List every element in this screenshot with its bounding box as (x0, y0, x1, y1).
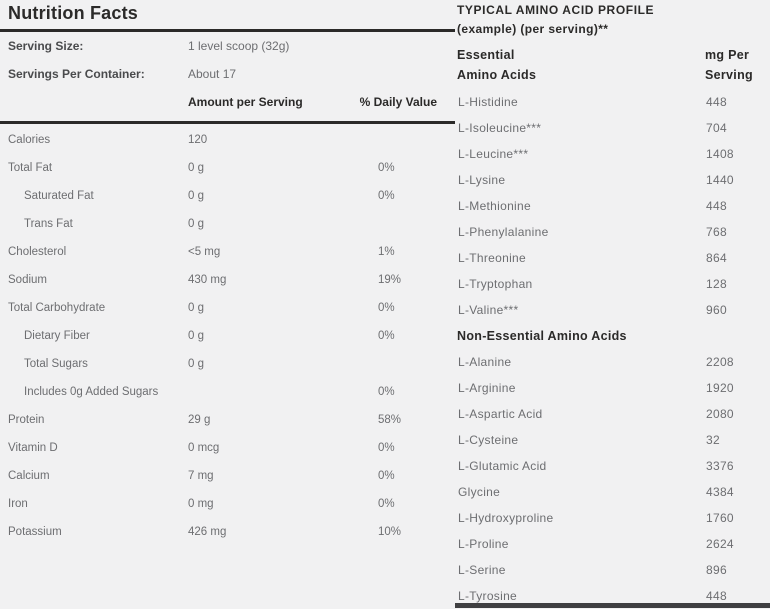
nutrient-amount: 0 mg (188, 498, 214, 510)
nutrient-label: Iron (8, 498, 28, 510)
nutrient-daily-value: 1% (378, 246, 395, 258)
nutrient-amount: 430 mg (188, 274, 227, 286)
amino-mg: 864 (706, 251, 727, 265)
nutrient-label: Calories (8, 134, 51, 146)
nutrient-amount: 120 (188, 134, 208, 146)
nutrient-amount: 0 g (188, 190, 204, 202)
amino-mg: 2208 (706, 355, 734, 369)
table-row (457, 89, 762, 115)
table-row (457, 167, 762, 193)
table-row (0, 378, 455, 406)
nutrient-label: Trans Fat (24, 218, 73, 230)
amino-name: L-Alanine (458, 355, 512, 369)
table-row (457, 427, 762, 453)
nutrient-amount: 426 mg (188, 526, 227, 538)
table-row (0, 406, 455, 434)
mg-per-serving-header (705, 45, 762, 85)
nutrient-amount: 0 g (188, 302, 204, 314)
table-row (0, 154, 455, 182)
table-row (0, 210, 455, 238)
table-row (457, 245, 762, 271)
amino-profile-title: TYPICAL AMINO ACID PROFILE (457, 3, 655, 17)
table-row (457, 219, 762, 245)
nutrient-daily-value: 0% (378, 302, 395, 314)
nutrient-label: Saturated Fat (24, 190, 94, 202)
nutrient-amount: 7 mg (188, 470, 214, 482)
table-row (457, 115, 762, 141)
table-row (0, 518, 455, 546)
amino-name: L-Cysteine (458, 433, 519, 447)
table-row (457, 557, 762, 583)
amino-mg: 2624 (706, 537, 734, 551)
nutrient-label: Sodium (8, 274, 47, 286)
table-row (0, 266, 455, 294)
nutrient-amount: 0 g (188, 358, 204, 370)
amino-mg: 768 (706, 225, 727, 239)
table-row (457, 141, 762, 167)
amino-mg: 960 (706, 303, 727, 317)
amino-column-header-row (457, 45, 762, 85)
table-row (0, 126, 455, 154)
table-row (457, 271, 762, 297)
nutrient-label: Calcium (8, 470, 50, 482)
nutrient-label: Total Fat (8, 162, 53, 174)
amino-name: L-Arginine (458, 381, 516, 395)
amino-profile-subtitle: (example) (per serving)** (457, 22, 609, 36)
nutrient-label: Total Sugars (24, 358, 88, 370)
amino-mg: 128 (706, 277, 727, 291)
amino-mg: 448 (706, 95, 727, 109)
nutrient-label: Potassium (8, 526, 62, 538)
amino-mg: 1408 (706, 147, 734, 161)
amount-per-serving-header: Amount per Serving (188, 95, 303, 109)
amino-mg: 1440 (706, 173, 734, 187)
table-row (0, 350, 455, 378)
amino-mg: 448 (706, 199, 727, 213)
nutrient-daily-value: 0% (378, 470, 395, 482)
mg-header-line1: mg Per (705, 48, 750, 62)
nutrient-daily-value: 19% (378, 274, 402, 286)
amino-name: L-Tryptophan (458, 277, 533, 291)
servings-per-container-row (0, 60, 455, 88)
amino-name: L-Lysine (458, 173, 506, 187)
serving-size-label: Serving Size: (8, 39, 84, 53)
amino-name: L-Hydroxyproline (458, 511, 554, 525)
amino-mg: 896 (706, 563, 727, 577)
nutrient-amount: 0 g (188, 218, 204, 230)
table-row (0, 462, 455, 490)
percent-daily-value-header: % Daily Value (359, 95, 437, 109)
nutrient-label: Total Carbohydrate (8, 302, 106, 314)
table-row (457, 531, 762, 557)
table-row (0, 322, 455, 350)
nutrient-amount: 0 mcg (188, 442, 220, 454)
amino-mg: 3376 (706, 459, 734, 473)
amino-acid-profile-panel (457, 0, 762, 609)
table-row (0, 490, 455, 518)
amino-name: Glycine (458, 485, 501, 499)
amino-name: L-Glutamic Acid (458, 459, 547, 473)
nutrient-daily-value: 0% (378, 442, 395, 454)
amino-name: L-Methionine (458, 199, 531, 213)
table-row (457, 349, 762, 375)
amino-name: L-Isoleucine*** (458, 121, 542, 135)
amino-name: L-Tyrosine (458, 589, 518, 603)
amino-mg: 704 (706, 121, 727, 135)
nutrient-amount: 29 g (188, 414, 211, 426)
nutrient-label: Vitamin D (8, 442, 58, 454)
nutrient-label: Includes 0g Added Sugars (24, 386, 159, 398)
servings-per-container-label: Servings Per Container: (8, 67, 145, 81)
nutrition-rows (0, 124, 455, 546)
table-row (0, 238, 455, 266)
amino-name: L-Threonine (458, 251, 527, 265)
nutrient-amount: 0 g (188, 162, 204, 174)
amino-rows (457, 89, 762, 609)
servings-per-container-value: About 17 (188, 67, 237, 81)
serving-size-value: 1 level scoop (32g) (188, 39, 290, 53)
table-row (457, 401, 762, 427)
nutrient-label: Dietary Fiber (24, 330, 90, 342)
table-row (0, 434, 455, 462)
essential-amino-acids-header (457, 45, 705, 85)
nutrient-label: Cholesterol (8, 246, 67, 258)
mg-header-line2: Serving (705, 68, 753, 82)
nutrient-daily-value: 0% (378, 162, 395, 174)
amino-name: L-Proline (458, 537, 509, 551)
table-row (457, 193, 762, 219)
nutrient-amount: 0 g (188, 330, 204, 342)
nutrient-daily-value: 10% (378, 526, 402, 538)
amino-mg: 2080 (706, 407, 734, 421)
essential-header-line1: Essential (457, 48, 515, 62)
serving-size-row (0, 32, 455, 60)
nutrient-daily-value: 0% (378, 190, 395, 202)
amino-mg: 448 (706, 589, 727, 603)
amino-name: L-Histidine (458, 95, 518, 109)
amino-name: L-Aspartic Acid (458, 407, 543, 421)
cutoff-section-divider (455, 603, 770, 608)
nutrient-daily-value: 58% (378, 414, 402, 426)
amino-name: L-Phenylalanine (458, 225, 549, 239)
nutrient-amount: <5 mg (188, 246, 221, 258)
table-row (457, 505, 762, 531)
amino-mg: 1760 (706, 511, 734, 525)
table-row (457, 479, 762, 505)
amino-mg: 1920 (706, 381, 734, 395)
non-essential-amino-acids-header: Non-Essential Amino Acids (457, 329, 627, 343)
nutrition-column-header-row (0, 88, 455, 116)
table-row (457, 453, 762, 479)
table-row (457, 375, 762, 401)
nutrient-daily-value: 0% (378, 498, 395, 510)
nutrient-daily-value: 0% (378, 330, 395, 342)
amino-name: L-Serine (458, 563, 506, 577)
amino-mg: 4384 (706, 485, 734, 499)
amino-name: L-Leucine*** (458, 147, 529, 161)
amino-name: L-Valine*** (458, 303, 519, 317)
nutrient-daily-value: 0% (378, 386, 395, 398)
table-row (0, 294, 455, 322)
nutrition-facts-title: Nutrition Facts (8, 3, 139, 23)
nutrient-label: Protein (8, 414, 45, 426)
table-row (0, 182, 455, 210)
essential-header-line2: Amino Acids (457, 68, 537, 82)
amino-mg: 32 (706, 433, 720, 447)
table-row (457, 297, 762, 323)
